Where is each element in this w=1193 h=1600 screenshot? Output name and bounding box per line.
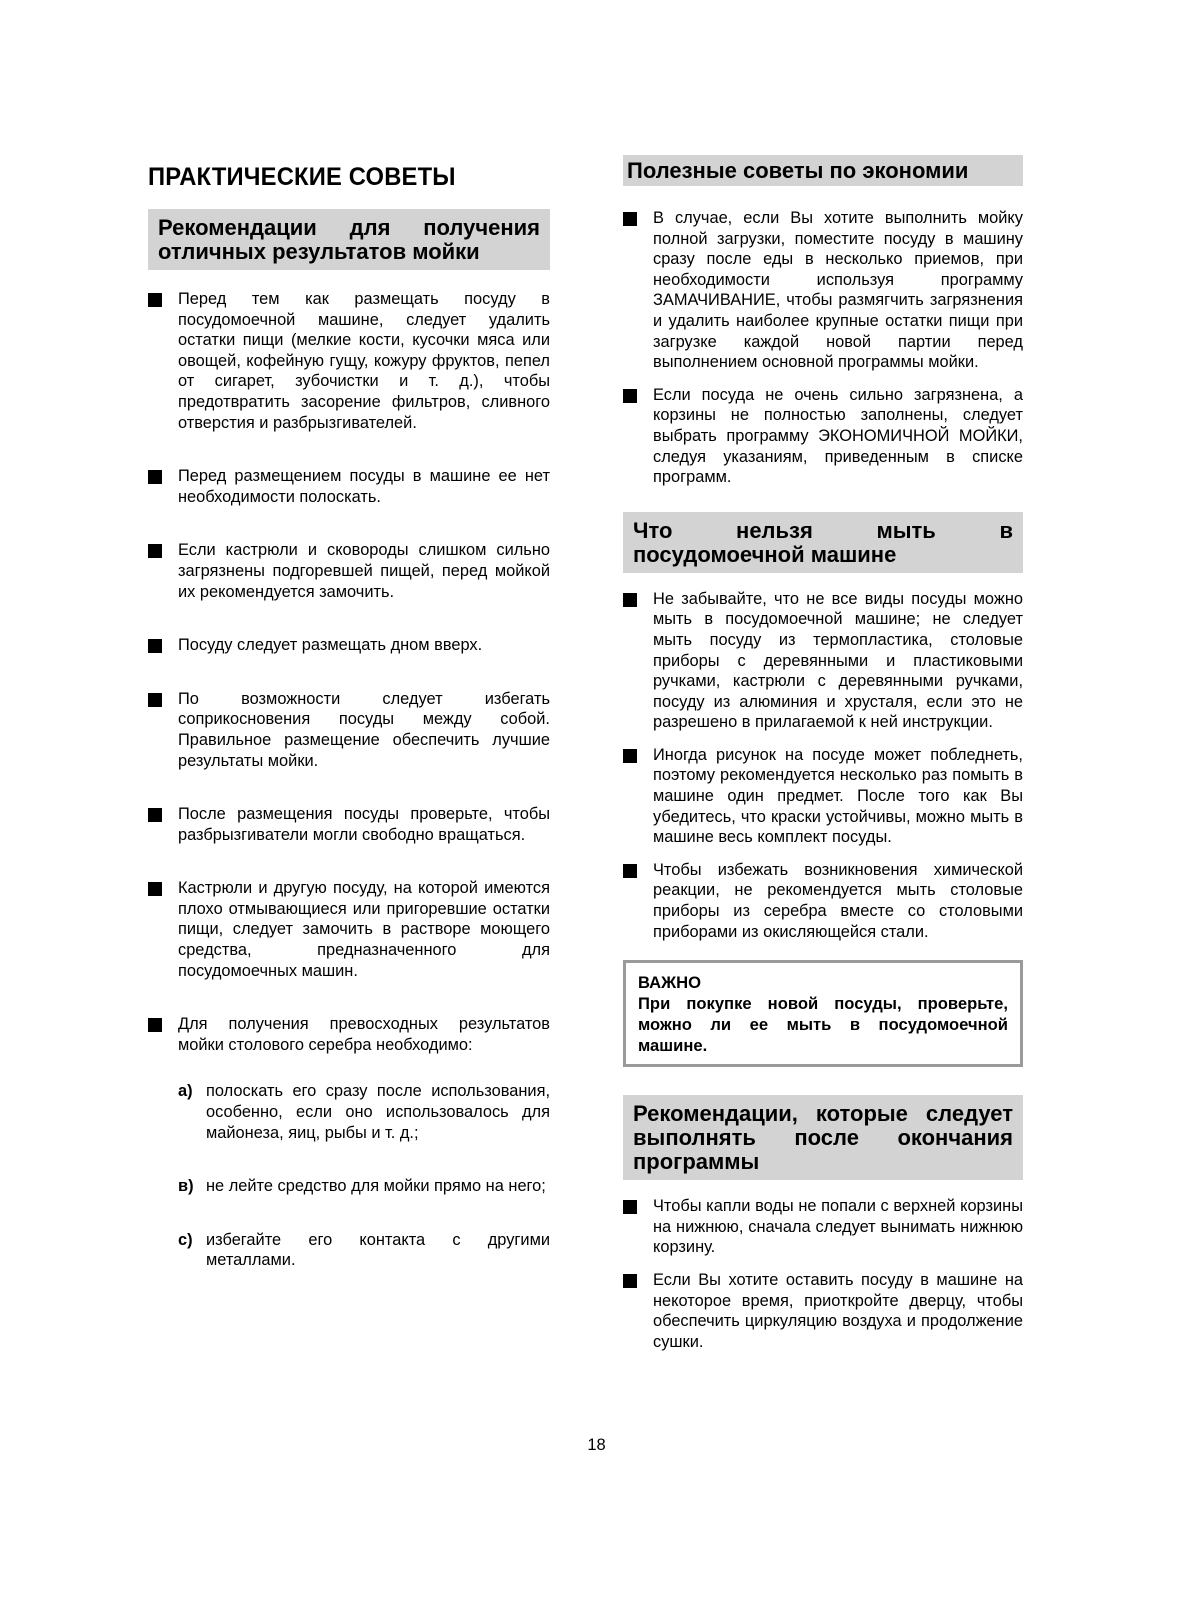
sub-item-letter: c) <box>178 1230 193 1249</box>
list-item-text: Перед тем как размещать посуду в посудомоечной машине, следует удалить остатки пищи (мелкие кости, кусочки мяса или овощей, кофейную гущу, кожуру фруктов, пепел от сигарет, зубочистки и т. д.), чтобы предотвратить засорение фильтров, сливного отверстия и разбрызгивателей. <box>178 290 550 432</box>
list-item <box>148 635 550 656</box>
left-column <box>148 155 550 1304</box>
section-heading-results: Рекомендации для получения отличных результатов мойки <box>148 209 550 270</box>
list-item-text: Чтобы капли воды не попали с верхней корзины на нижнюю, сначала следует вынимать нижнюю корзину. <box>653 1197 1023 1257</box>
list-item-text: Для получения превосходных результатов мойки столового серебра необходимо: <box>178 1015 550 1054</box>
sub-item-text: избегайте его контакта с другими металлами. <box>206 1230 550 1270</box>
list-item <box>623 860 1023 942</box>
list-item <box>623 1270 1023 1352</box>
important-notice-box <box>623 960 1023 1067</box>
bullet-square-icon <box>623 212 637 226</box>
important-label: ВАЖНО <box>638 973 702 993</box>
list-item-text: Перед размещением посуды в машине ее нет необходимости полоскать. <box>178 467 550 506</box>
bullet-square-icon <box>148 470 162 484</box>
list-item-text: Если кастрюли и сковороды слишком сильно загрязнены подгоревшей пищей, перед мойкой их рекомендуется замочить. <box>178 541 550 601</box>
list-item <box>623 208 1023 373</box>
list-item-text: В случае, если Вы хотите выполнить мойку полной загрузки, поместите посуду в машину сразу после еды в несколько приемов, при необходимости используя программу ЗАМАЧИВАНИЕ, чтобы размягчить загрязнения и удалить наиболее крупные остатки пищи при загрузке каждой новой партии перед выполнением основной программы мойки. <box>653 209 1023 372</box>
section-heading-not-wash: Что нельзя мыть в посудомоечной машине <box>623 512 1023 573</box>
bullet-square-icon <box>623 389 637 403</box>
sub-item-letter: в) <box>178 1177 194 1196</box>
sub-list-item <box>178 1081 550 1143</box>
list-item <box>623 745 1023 848</box>
list-item <box>623 1196 1023 1258</box>
bullet-square-icon <box>623 864 637 878</box>
bullet-square-icon <box>623 749 637 763</box>
list-item <box>148 689 550 771</box>
bullet-square-icon <box>148 1018 162 1032</box>
list-item <box>623 385 1023 488</box>
list-item <box>148 466 550 507</box>
list-item-text: Иногда рисунок на посуде может побледнеть, поэтому рекомендуется несколько раз помыть в машине один предмет. После того как Вы убедитесь, что краски устойчивы, можно мыть в машине весь комплект посуды. <box>653 745 1023 847</box>
section-heading-after-program: Рекомендации, которые следует выполнять после окончания программы <box>623 1095 1023 1180</box>
bullet-square-icon <box>148 693 162 707</box>
list-item <box>148 804 550 845</box>
list-item-text: По возможности следует избегать соприкосновения посуды между собой. Правильное размещение обеспечить лучшие результаты мойки. <box>178 689 550 770</box>
list-item-text: Не забывайте, что не все виды посуды можно мыть в посудомоечной машине; не следует мыть посуду из термопластика, столовые приборы с деревянными и пластиковыми ручками, кастрюли с деревянными ручками, посуду из алюминия и хрусталя, если это не разрешено в прилагаемой к ней инструкции. <box>653 589 1023 732</box>
page-title: ПРАКТИЧЕСКИЕ СОВЕТЫ <box>148 163 456 191</box>
section-heading-economy: Полезные советы по экономии <box>623 155 1023 186</box>
list-item-text: Если Вы хотите оставить посуду в машине на некоторое время, приоткройте дверцу, чтобы обеспечить циркуляцию воздуха и продолжение сушки. <box>653 1271 1023 1351</box>
important-text: При покупке новой посуды, проверьте, можно ли ее мыть в посудомоечной машине. <box>638 994 1008 1056</box>
list-item <box>148 1014 550 1271</box>
list-item <box>148 289 550 433</box>
sub-item-text: не лейте средство для мойки прямо на него; <box>206 1177 546 1196</box>
bullet-square-icon <box>148 544 162 558</box>
not-wash-bullet-list <box>623 589 1023 943</box>
bullet-square-icon <box>148 808 162 822</box>
bullet-square-icon <box>148 882 162 896</box>
list-item <box>148 878 550 981</box>
list-item-text: Чтобы избежать возникновения химической реакции, не рекомендуется мыть столовые приборы из серебра вместе со столовыми приборами из окисляющейся стали. <box>653 860 1023 941</box>
right-column <box>623 155 1023 1366</box>
bullet-square-icon <box>623 1274 637 1288</box>
after-program-bullet-list <box>623 1196 1023 1352</box>
list-item-text: Если посуда не очень сильно загрязнена, а корзины не полностью заполнены, следует выбрать программу ЭКОНОМИЧНОЙ МОЙКИ, следуя указаниям, приведенным в списке программ. <box>653 385 1023 487</box>
list-item-text: Кастрюли и другую посуду, на которой имеются плохо отмывающиеся или пригоревшие остатки пищи, следует замочить в растворе моющего средства, предназначенного для посудомоечных машин. <box>178 879 550 980</box>
sub-list-item <box>178 1230 550 1271</box>
sub-item-text: полоскать его сразу после использования, особенно, если оно использовалось для майонеза, яиц, рыбы и т. д.; <box>206 1082 550 1142</box>
bullet-square-icon <box>148 293 162 307</box>
bullet-square-icon <box>623 593 637 607</box>
sub-list-item <box>178 1176 550 1197</box>
sub-item-letter: a) <box>178 1082 193 1101</box>
bullet-square-icon <box>148 639 162 653</box>
list-item-text: После размещения посуды проверьте, чтобы разбрызгиватели могли свободно вращаться. <box>178 805 550 844</box>
bullet-square-icon <box>623 1200 637 1214</box>
silver-care-sublist <box>178 1081 550 1271</box>
economy-bullet-list <box>623 208 1023 488</box>
list-item <box>148 540 550 602</box>
list-item <box>623 589 1023 733</box>
page-number: 18 <box>587 1436 606 1454</box>
list-item-text: Посуду следует размещать дном вверх. <box>178 636 483 655</box>
results-bullet-list <box>148 289 550 1271</box>
